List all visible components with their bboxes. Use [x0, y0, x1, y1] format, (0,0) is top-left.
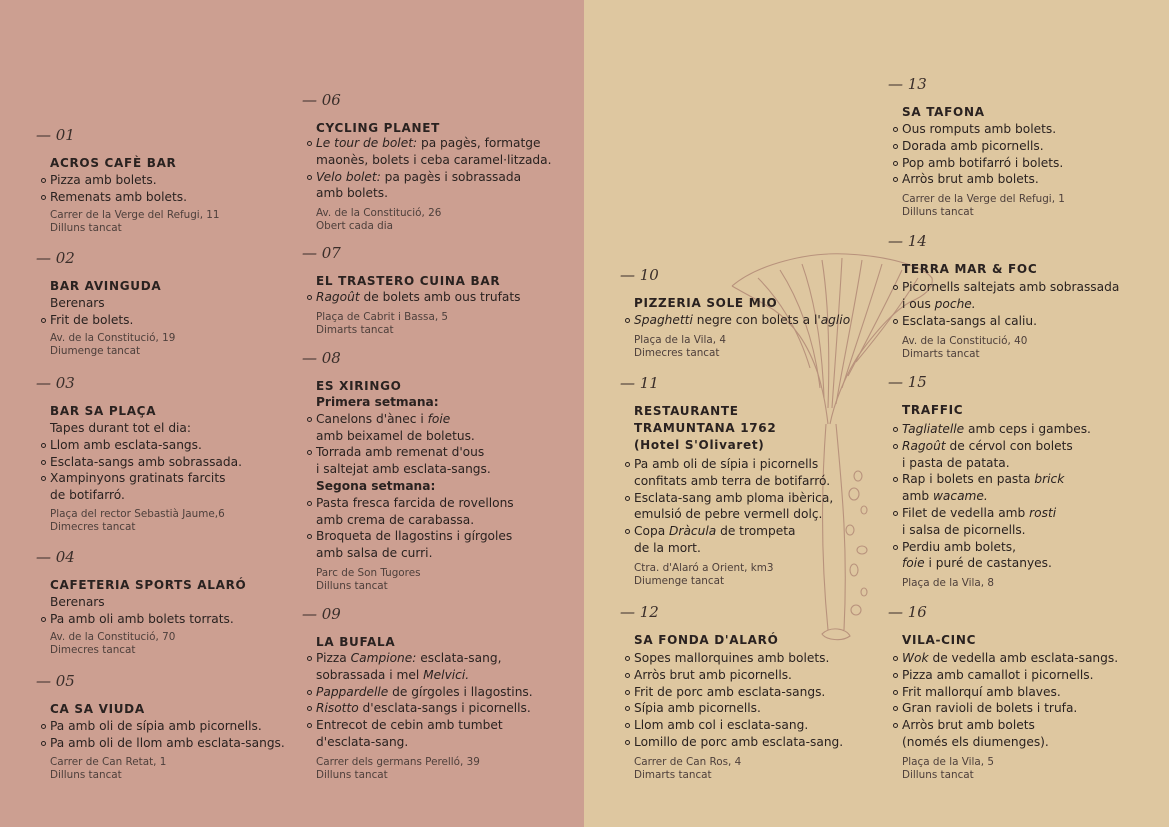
menu-item: i salsa de picornells.: [902, 522, 1026, 537]
menu-item: Frit mallorquí amb blaves.: [902, 684, 1118, 701]
address: Av. de la Constitució, 70: [50, 631, 176, 643]
menu-item: foie i puré de castanyes.: [902, 556, 1052, 571]
restaurant-name: CYCLING PLANET: [316, 121, 441, 135]
menu-item: Velo bolet: pa pagès i sobrassada: [316, 169, 552, 186]
menu-item: Sopes mallorquines amb bolets.: [634, 650, 843, 667]
restaurant-name: EL TRASTERO CUINA BAR: [316, 274, 501, 288]
restaurant-name: TERRA MAR & FOC: [902, 262, 1038, 276]
address: Plaça de Cabrit i Bassa, 5: [316, 311, 449, 323]
address: Av. de la Constitució, 19: [50, 332, 176, 344]
entry-number: — 16: [888, 603, 927, 621]
closing-day: Obert cada dia: [316, 220, 394, 232]
menu-item: Entrecot de cebin amb tumbet: [316, 717, 533, 734]
menu-item: i saltejat amb esclata-sangs.: [316, 462, 491, 477]
menu-item: Pizza amb bolets.: [50, 172, 187, 189]
closing-day: Dilluns tancat: [316, 580, 388, 592]
menu-item: de botifarró.: [50, 488, 125, 503]
menu-item: Pa amb oli amb bolets torrats.: [50, 611, 234, 626]
closing-day: Dimecres tancat: [50, 521, 136, 533]
menu-item: Ragoût de cérvol con bolets: [902, 438, 1091, 455]
address: Plaça del rector Sebastià Jaume,6: [50, 508, 225, 520]
menu-item: Torrada amb remenat d'ous: [316, 444, 514, 461]
menu-item: amb bolets.: [316, 186, 389, 201]
entry-number: — 09: [302, 605, 341, 623]
restaurant-name: CA SA VIUDA: [50, 702, 145, 716]
menu-item: Llom amb col i esclata-sang.: [634, 717, 843, 734]
restaurant-name: SA TAFONA: [902, 105, 985, 119]
entry-number: — 01: [36, 126, 75, 144]
restaurant-name: SA FONDA D'ALARÓ: [634, 633, 779, 647]
restaurant-name: BAR AVINGUDA: [50, 279, 162, 293]
address: Plaça de la Vila, 4: [634, 334, 726, 346]
menu-item: Ragoût de bolets amb ous trufats: [316, 290, 521, 304]
menu-item: Dorada amb picornells.: [902, 138, 1063, 155]
menu-item: Filet de vedella amb rosti: [902, 505, 1091, 522]
closing-day: Diumenge tancat: [50, 345, 141, 357]
entry-number: — 04: [36, 548, 75, 566]
menu-item: Tagliatelle amb ceps i gambes.: [902, 422, 1091, 436]
closing-day: Dilluns tancat: [50, 769, 122, 781]
entry-number: — 15: [888, 373, 927, 391]
menu-item: Remenats amb bolets.: [50, 189, 188, 204]
menu-item: Gran ravioli de bolets i trufa.: [902, 700, 1118, 717]
closing-day: Diumenge tancat: [634, 575, 725, 587]
menu-item: amb salsa de curri.: [316, 546, 433, 561]
menu-section-heading: Primera setmana:: [316, 395, 439, 409]
closing-day: Dilluns tancat: [902, 206, 974, 218]
address: Carrer de la Verge del Refugi, 1: [902, 193, 1065, 205]
menu-item: Lomillo de porc amb esclata-sang.: [634, 734, 844, 749]
menu-item: Frit de porc amb esclata-sangs.: [634, 684, 843, 701]
menu-item: d'esclata-sang.: [316, 734, 409, 749]
entry-number: — 12: [620, 603, 659, 621]
address: Plaça de la Vila, 8: [902, 577, 994, 589]
address: Plaça de la Vila, 5: [902, 756, 994, 768]
menu-item: amb crema de carabassa.: [316, 512, 475, 527]
restaurant-name: ACROS CAFÈ BAR: [50, 156, 177, 170]
entry-number: — 08: [302, 349, 341, 367]
restaurant-name: ES XIRINGO: [316, 379, 402, 393]
restaurant-name: VILA-CINC: [902, 633, 977, 647]
menu-item: Rap i bolets en pasta brick: [902, 471, 1091, 488]
menu-item: Pappardelle de gírgoles i llagostins.: [316, 684, 533, 699]
menu-item: Pop amb botifarró i bolets.: [902, 155, 1064, 170]
menu-item: de la mort.: [634, 540, 701, 555]
entry-number: — 02: [36, 249, 75, 267]
restaurant-name: RESTAURANTE TRAMUNTANA 1762 (Hotel S'Olivaret): [634, 404, 777, 452]
menu-item: Pa amb oli de llom amb esclata-sangs.: [50, 735, 285, 750]
restaurant-name: CAFETERIA SPORTS ALARÓ: [50, 578, 247, 592]
menu-item: Esclata-sang amb ploma ibèrica,: [634, 490, 834, 505]
menu-item: Arròs brut amb picornells.: [634, 667, 843, 684]
menu-item: Wok de vedella amb esclata-sangs.: [902, 651, 1119, 665]
menu-item: Frit de bolets.: [50, 312, 134, 327]
menu-item: Llom amb esclata-sangs.: [50, 437, 242, 454]
menu-item: emulsió de pebre vermell dolç.: [634, 507, 823, 522]
restaurant-name: LA BUFALA: [316, 635, 396, 649]
menu-item: Ous romputs amb bolets.: [902, 121, 1063, 138]
closing-day: Dilluns tancat: [902, 769, 974, 781]
entry-number: — 06: [302, 91, 341, 109]
menu-item: Risotto d'esclata-sangs i picornells.: [316, 701, 531, 716]
restaurant-name: BAR SA PLAÇA: [50, 404, 157, 418]
menu-item: Broqueta de llagostins i gírgoles: [316, 529, 513, 544]
closing-day: Dilluns tancat: [316, 769, 388, 781]
menu-item: Pa amb oli de sípia i picornells: [634, 456, 833, 473]
menu-item: Pizza Campione: esclata-sang,: [316, 650, 533, 667]
menu-item: Pa amb oli de sípia amb picornells.: [50, 718, 285, 735]
closing-day: Dimarts tancat: [316, 324, 394, 336]
menu-item: Tapes durant tot el dia:: [50, 421, 192, 435]
address: Ctra. d'Alaró a Orient, km3: [634, 562, 774, 574]
closing-day: Dimarts tancat: [634, 769, 712, 781]
entry-number: — 11: [620, 374, 659, 392]
menu-item: Pasta fresca farcida de rovellons: [316, 495, 514, 510]
restaurant-name: TRAFFIC: [902, 403, 964, 417]
menu-item: Sípia amb picornells.: [634, 700, 843, 717]
closing-day: Dimecres tancat: [634, 347, 720, 359]
menu-item: Perdiu amb bolets,: [902, 539, 1091, 556]
menu-item: Copa Dràcula de trompeta: [634, 523, 833, 540]
entry-number: — 14: [888, 232, 927, 250]
address: Carrer de Can Ros, 4: [634, 756, 742, 768]
entry-number: — 13: [888, 75, 927, 93]
menu-item: amb wacame.: [902, 489, 988, 504]
closing-day: Dimarts tancat: [902, 348, 980, 360]
menu-section-heading: Segona setmana:: [316, 478, 436, 493]
menu-item: confitats amb terra de botifarró.: [634, 473, 831, 488]
menu-item: Arròs brut amb bolets: [902, 717, 1118, 734]
menu-item: Le tour de bolet: pa pagès, formatge: [316, 135, 552, 152]
menu-item: (només els diumenges).: [902, 734, 1049, 749]
menu-item: amb beixamel de boletus.: [316, 428, 475, 443]
restaurant-name: PIZZERIA SOLE MIO: [634, 296, 778, 310]
menu-item: i pasta de patata.: [902, 455, 1010, 470]
menu-item: Esclata-sangs amb sobrassada.: [50, 454, 242, 469]
menu-item: i ous poche.: [902, 296, 976, 311]
menu-item: Esclata-sangs al caliu.: [902, 313, 1119, 330]
menu-item: Spaghetti negre con bolets a l'aglio: [634, 313, 851, 327]
menu-item: Arròs brut amb bolets.: [902, 171, 1063, 188]
menu-item: Berenars: [50, 296, 105, 310]
address: Av. de la Constitució, 40: [902, 335, 1028, 347]
menu-item: Picornells saltejats amb sobrassada: [902, 280, 1120, 294]
menu-item: maonès, bolets i ceba caramel·litzada.: [316, 152, 552, 167]
entry-number: — 03: [36, 374, 75, 392]
menu-item: Canelons d'ànec i foie: [316, 411, 514, 428]
menu-item: Berenars: [50, 595, 105, 609]
menu-item: Pizza amb camallot i picornells.: [902, 667, 1118, 684]
menu-item: Xampinyons gratinats farcits: [50, 470, 242, 487]
address: Carrer de Can Retat, 1: [50, 756, 167, 768]
entry-number: — 07: [302, 244, 341, 262]
address: Carrer dels germans Perelló, 39: [316, 756, 480, 768]
entry-number: — 05: [36, 672, 75, 690]
closing-day: Dilluns tancat: [50, 222, 122, 234]
address: Av. de la Constitució, 26: [316, 207, 442, 219]
address: Parc de Son Tugores: [316, 567, 421, 579]
address: Carrer de la Verge del Refugi, 11: [50, 209, 220, 221]
entry-number: — 10: [620, 266, 659, 284]
menu-item: sobrassada i mel Melvici.: [316, 667, 470, 682]
closing-day: Dimecres tancat: [50, 644, 136, 656]
